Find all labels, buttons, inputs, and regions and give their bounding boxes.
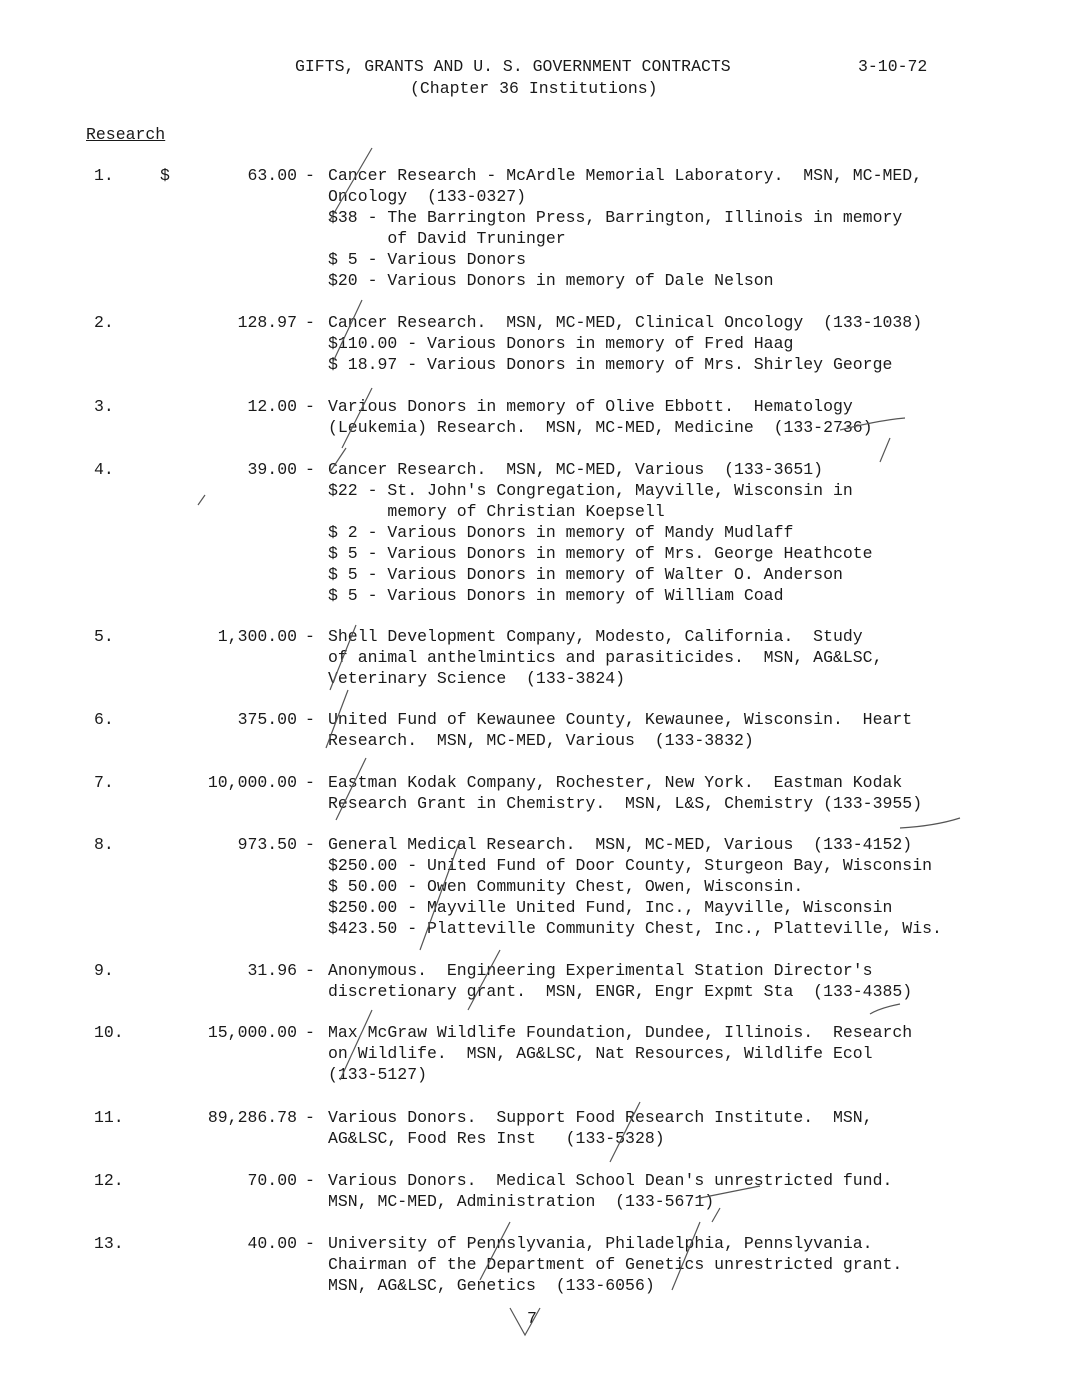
entry-line: $ 18.97 - Various Donors in memory of Mrs. Shirley George	[328, 355, 893, 374]
entry-description	[328, 459, 1028, 606]
document-title: GIFTS, GRANTS AND U. S. GOVERNMENT CONTRACTS	[295, 57, 731, 76]
entry-line: $110.00 - Various Donors in memory of Fred Haag	[328, 334, 794, 353]
entry-line: Anonymous. Engineering Experimental Station Director's	[328, 961, 873, 980]
entry-number: 4.	[94, 460, 114, 479]
entry-line: United Fund of Kewaunee County, Kewaunee, Wisconsin. Heart	[328, 710, 913, 729]
entry-description	[328, 1233, 1028, 1296]
entry-description	[328, 772, 1028, 814]
entry-amount: 128.97	[237, 313, 297, 332]
entry-description	[328, 834, 1028, 939]
entry-line: MSN, MC-MED, Administration (133-5671)	[328, 1192, 715, 1211]
entry-line: $ 50.00 - Owen Community Chest, Owen, Wisconsin.	[328, 877, 804, 896]
entry-number: 3.	[94, 397, 114, 416]
entry-line: University of Pennslyvania, Philadelphia, Pennslyvania.	[328, 1234, 873, 1253]
entry-line: Oncology (133-0327)	[328, 187, 527, 206]
entry-line: $ 5 - Various Donors	[328, 250, 527, 269]
entry-line: (Leukemia) Research. MSN, MC-MED, Medicine (133-2736)	[328, 418, 873, 437]
entry-dash: -	[305, 835, 315, 854]
entry-amount: 973.50	[237, 835, 297, 854]
entry-amount: 39.00	[247, 460, 297, 479]
entry-amount: 89,286.78	[207, 1108, 297, 1127]
entry-line: Cancer Research. MSN, MC-MED, Clinical Oncology (133-1038)	[328, 313, 923, 332]
section-heading: Research	[86, 125, 166, 144]
entry-line: $ 5 - Various Donors in memory of Mrs. George Heathcote	[328, 544, 873, 563]
entry-dash: -	[305, 313, 315, 332]
entry-line: $ 5 - Various Donors in memory of Walter O. Anderson	[328, 565, 843, 584]
entry-line: Veterinary Science (133-3824)	[328, 669, 626, 688]
entry-dash: -	[305, 1023, 315, 1042]
entry-number: 12.	[94, 1171, 124, 1190]
entry-description	[328, 1170, 1028, 1212]
entry-line: Various Donors. Medical School Dean's unrestricted fund.	[328, 1171, 893, 1190]
entry-line: of animal anthelmintics and parasiticides. MSN, AG&LSC,	[328, 648, 883, 667]
entry-amount: 15,000.00	[207, 1023, 297, 1042]
entry-description	[328, 626, 1028, 689]
entry-line: $250.00 - Mayville United Fund, Inc., Mayville, Wisconsin	[328, 898, 893, 917]
entry-line: Max McGraw Wildlife Foundation, Dundee, Illinois. Research	[328, 1023, 913, 1042]
entry-line: Cancer Research - McArdle Memorial Laboratory. MSN, MC-MED,	[328, 166, 923, 185]
entry-amount: 1,300.00	[217, 627, 297, 646]
entry-line: Research Grant in Chemistry. MSN, L&S, Chemistry (133-3955)	[328, 794, 923, 813]
entry-number: 7.	[94, 773, 114, 792]
entry-number: 9.	[94, 961, 114, 980]
entry-line: $38 - The Barrington Press, Barrington, Illinois in memory	[328, 208, 903, 227]
entry-dash: -	[305, 773, 315, 792]
entry-amount: 10,000.00	[207, 773, 297, 792]
entry-number: 2.	[94, 313, 114, 332]
entry-dash: -	[305, 397, 315, 416]
entry-line: Eastman Kodak Company, Rochester, New York. Eastman Kodak	[328, 773, 903, 792]
entry-line: $423.50 - Platteville Community Chest, Inc., Platteville, Wis.	[328, 919, 942, 938]
entry-line: Various Donors. Support Food Research Institute. MSN,	[328, 1108, 873, 1127]
currency-symbol: $	[160, 166, 170, 185]
entry-line: Various Donors in memory of Olive Ebbott. Hematology	[328, 397, 853, 416]
entry-line: Chairman of the Department of Genetics unrestricted grant.	[328, 1255, 903, 1274]
document-date: 3-10-72	[858, 57, 928, 76]
entry-number: 13.	[94, 1234, 124, 1253]
entry-line: Cancer Research. MSN, MC-MED, Various (133-3651)	[328, 460, 824, 479]
entry-line: $ 5 - Various Donors in memory of William Coad	[328, 586, 784, 605]
entry-dash: -	[305, 961, 315, 980]
entry-description	[328, 709, 1028, 751]
entry-amount: 40.00	[247, 1234, 297, 1253]
entry-amount: 63.00	[247, 166, 297, 185]
entry-amount: 12.00	[247, 397, 297, 416]
page-number: 7	[527, 1309, 537, 1328]
entry-line: discretionary grant. MSN, ENGR, Engr Expmt Sta (133-4385)	[328, 982, 913, 1001]
entry-dash: -	[305, 1171, 315, 1190]
entry-number: 11.	[94, 1108, 124, 1127]
entry-line: (133-5127)	[328, 1065, 428, 1084]
entry-line: $ 2 - Various Donors in memory of Mandy Mudlaff	[328, 523, 794, 542]
entry-description	[328, 1022, 1028, 1085]
entry-line: on Wildlife. MSN, AG&LSC, Nat Resources, Wildlife Ecol	[328, 1044, 873, 1063]
document-subtitle: (Chapter 36 Institutions)	[410, 79, 658, 98]
entry-amount: 70.00	[247, 1171, 297, 1190]
entry-line: AG&LSC, Food Res Inst (133-5328)	[328, 1129, 665, 1148]
entry-line: memory of Christian Koepsell	[328, 502, 665, 521]
entry-number: 1.	[94, 166, 114, 185]
entry-line: of David Truninger	[328, 229, 566, 248]
entry-line: General Medical Research. MSN, MC-MED, Various (133-4152)	[328, 835, 913, 854]
entry-description	[328, 165, 1028, 291]
entry-number: 8.	[94, 835, 114, 854]
entry-dash: -	[305, 460, 315, 479]
entry-line: $250.00 - United Fund of Door County, Sturgeon Bay, Wisconsin	[328, 856, 932, 875]
entry-amount: 31.96	[247, 961, 297, 980]
entry-dash: -	[305, 710, 315, 729]
entry-line: MSN, AG&LSC, Genetics (133-6056)	[328, 1276, 655, 1295]
entry-line: Research. MSN, MC-MED, Various (133-3832)	[328, 731, 754, 750]
entry-dash: -	[305, 1234, 315, 1253]
entry-amount: 375.00	[237, 710, 297, 729]
entry-dash: -	[305, 166, 315, 185]
entry-line: $20 - Various Donors in memory of Dale Nelson	[328, 271, 774, 290]
entry-description	[328, 960, 1028, 1002]
entry-dash: -	[305, 1108, 315, 1127]
entry-number: 6.	[94, 710, 114, 729]
entry-number: 10.	[94, 1023, 124, 1042]
entry-number: 5.	[94, 627, 114, 646]
entry-description	[328, 396, 1028, 438]
entry-line: Shell Development Company, Modesto, California. Study	[328, 627, 863, 646]
entry-line: $22 - St. John's Congregation, Mayville, Wisconsin in	[328, 481, 853, 500]
entry-description	[328, 1107, 1028, 1149]
entry-dash: -	[305, 627, 315, 646]
entry-description	[328, 312, 1028, 375]
